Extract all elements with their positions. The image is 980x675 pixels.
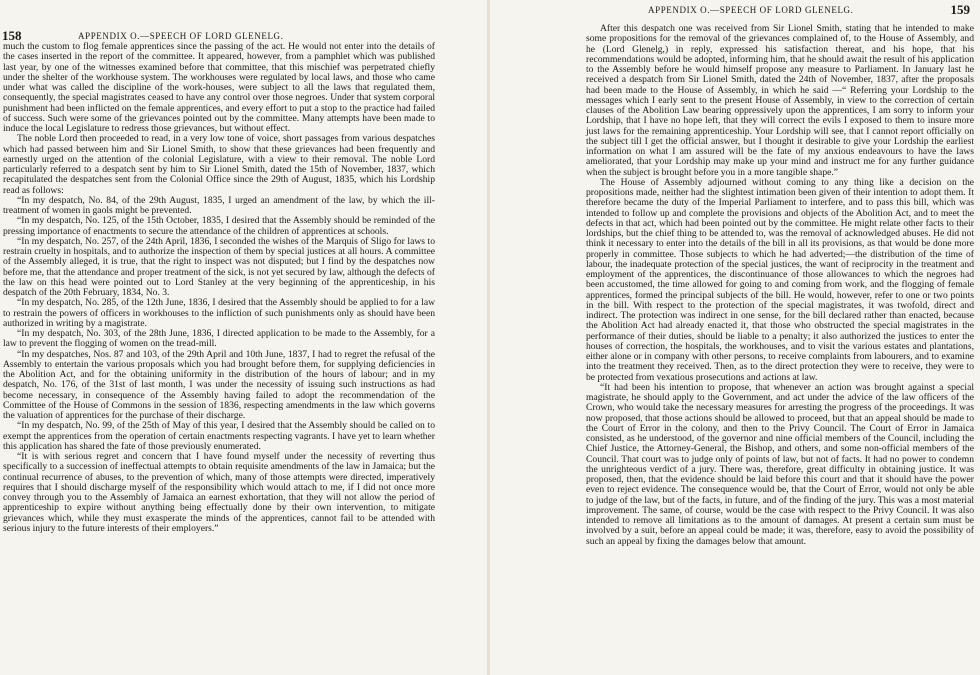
right-page-number: 159 bbox=[950, 2, 970, 17]
left-page bbox=[0, 0, 488, 675]
despatch-quote-paragraph: “In my despatch, No. 99, of the 25th of May of this year, I desired that the Assembly should be called on to exempt the apprentices from the operation of certain enactments respecting vagrants. I have yet to learn whether this application has shared the fate of those previously enumerated. bbox=[3, 420, 435, 452]
left-page-header bbox=[0, 0, 488, 43]
despatch-quote-paragraph: “It is with serious regret and concern that I have found myself under the necessity of reverting thus specifically to a succession of ineffectual attempts to obtain requisite amendments of the law in Jamaica; but the continual recurrence of abuses, to the prevention of which, many of those attempts were directed, imperatively requires that I should discharge myself of the responsibility which would attach to me, if I did not once more convey through you to the Assembly of Jamaica an earnest exhortation, that they will not allow the period of apprenticeship to expire without anything being effectually done by their own intervention, to mitigate grievances which, while they must exasperate the minds of the apprentices, cannot fail to be attended with serious injury to the future interests of their employers.” bbox=[3, 451, 435, 534]
left-running-head: APPENDIX O.—SPEECH OF LORD GLENELG. bbox=[78, 31, 284, 41]
despatch-quote-paragraph: “In my despatch, No. 303, of the 28th June, 1836, I directed application to be made to the Assembly, for a law to prevent the flogging of women on the tread-mill. bbox=[3, 328, 435, 350]
despatch-quote-paragraph: “In my despatch, No. 125, of the 15th October, 1835, I desired that the Assembly should be reminded of the pressing importance of enactments to secure the attendance of the children of apprentices at schools. bbox=[3, 215, 435, 237]
right-running-head: APPENDIX O.—SPEECH OF LORD GLENELG. bbox=[648, 5, 854, 15]
despatch-quote-paragraph: “In my despatch, No. 285, of the 12th June, 1836, I desired that the Assembly should be applied to for a law to restrain the powers of officers in workhouses to the infliction of such punishments only as should have been authorized in writing by a magistrate. bbox=[3, 297, 435, 329]
right-page-body bbox=[586, 24, 974, 547]
body-paragraph: much the custom to flog female apprentices since the passing of the act. He would not enter into the details of the cases inserted in the report of the committee. It appeared, however, from a pamphlet which was published last year, by one of the witnesses examined before that committee, that this mischief was perpetrated chiefly under the shelter of the workhouse system. The workhouses were regulated by local laws, and those who came under what was called the discipline of the work-houses, were subject to all the laws that regulated them, consequently, the special magistrates ceased to have any control over those negroes. Under that system corporal punishment had been inflicted on the female apprentices, and every effort to put a stop to the practice had failed of success. Such were some of the grievances pointed out by the committee. Many attempts have been made to induce the local Legislature to redress those grievances, but without effect. bbox=[3, 41, 435, 134]
left-page-body bbox=[3, 42, 435, 534]
left-page-number: 158 bbox=[2, 28, 22, 43]
right-page bbox=[490, 0, 980, 675]
body-paragraph: After this despatch one was received from Sir Lionel Smith, stating that he intended to make some propositions for the removal of the grievances complained of, to the House of Assembly, and he (Lord Glenelg,) in reply, expressed his satisfaction thereat, and his hope, that his recommendations would be adopted, informing him, that he should await the result of his application to the Assembly before he would himself propose any measure to Parliament. In January last he received a despatch from Sir Lionel Smith, dated the 24th of November, 1837, after the proposals had been made to the House of Assembly, in which he said —“ Referring your Lordship to the messages which I early sent to the present House of Assembly, in view to the correction of certain clauses of the Abolition Law bearing oppressively upon the apprentices, I am sorry to inform your Lordship, that I have no hope left, that they will correct the evils I exposed to them to insure more just laws for the remaining apprenticeship. Your Lordship will see, that I cannot report officially on the subject till I get the official answer, but I thought it desirable to give your Lordship the earliest information on what I am assured will be the fate of my anxious endeavours to have the laws ameliorated, that your Lordship may make up your mind and instruct me for any further guidance when the subject is brought before you in a more tangible shape.” bbox=[586, 23, 974, 178]
body-paragraph: The noble Lord then proceeded to read, in a very low tone of voice, short passages from various despatches which had passed between him and Sir Lionel Smith, to show that these grievances had been frequently and earnestly urged on the attention of the colonial Legislature, with a view to their removal. The noble Lord particularly referred to a despatch sent by him to Sir Lionel Smith, dated the 15th of November, 1837, which recapitulated the despatches sent from the Colonial Office since the 29th of August, 1835, which his Lordship read as follows: bbox=[3, 133, 435, 196]
despatch-quote-paragraph: “In my despatch, No. 84, of the 29th August, 1835, I urged an amendment of the law, by which the ill-treatment of women in gaols might be prevented. bbox=[3, 194, 435, 216]
despatch-quote-paragraph: “In my despatch, No. 257, of the 24th April, 1836, I seconded the wishes of the Marquis of Sligo for laws to restrain cruelty in hospitals, and to authorize the inspection of them by special justices at all hours. A committee of the Assembly alleged, it is true, that the right to inspect was not disputed; but I find by the despatches now before me, that the attendance and proper treatment of the sick, is not yet secured by law, although the defects of the law on this head were pointed out to Lord Stanley at the very beginning of the apprenticeship, in his despatch of the 20th February, 1834, No. 3. bbox=[3, 235, 435, 298]
body-paragraph: “It had been his intention to propose, that whenever an action was brought against a special magistrate, he should apply to the Government, and act under the advice of the law officers of the Crown, who would take the necessary measures for arresting the progress of the proceedings. It was now proposed, that those actions should be allowed to proceed, but that an appeal should be made to the Court of Error in the colony, and then to the Privy Council. The Court of Error in Jamaica consisted, as he understood, of the governor and nine official members of the Council, including the Chief Justice, the Attorney-General, the Bishop, and others, and some non-official members of the Council. That court was to judge only of points of law, but not of facts. It had no power to condemn the unrighteous verdict of a jury. There was, therefore, great difficulty in obtaining justice. It was proposed, then, that the evidence should be laid before this court and that it should have the power even to reject evidence. The consequence would be, that the Court of Error, would not only be able to judge of the law, but of the facts, in future, and of the finding of the jury. This was a most material improvement. The same, of course, would be the case with respect to the Privy Council. It was also intended to remove all limitations as to the amount of damages. At present a certain sum must be involved by a suit, before an appeal could be made; it was, therefore, easy to avoid the possibility of such an appeal by fixing the damages below that amount. bbox=[586, 381, 974, 547]
despatch-quote-paragraph: “In my despatches, Nos. 87 and 103, of the 29th April and 10th June, 1837, I had to regret the refusal of the Assembly to entertain the various proposals which you had brought before them, for supplying deficiencies in the Abolition Act, and for the obtaining uniformity in the distribution of the hours of labour; and in my despatch, No. 176, of the 31st of last month, I was under the necessity of issuing such instructions as had become necessary, in consequence of the Assembly having failed to adopt the recommendation of the Committee of the House of Commons in the session of 1836, respecting amendments in the law which governs the valuation of apprentices for the purchase of their discharge. bbox=[3, 348, 435, 421]
body-paragraph: The House of Assembly adjourned without coming to any thing like a decision on the propositions made, neither had the slightest intimation been given of their intention to adopt them. It therefore became the duty of the Imperial Parliament to interfere, and to pass this bill, which was intended to follow up and complete the provisions and objects of the Abolition Act, and to meet the defects in that act, which had been pointed out by the committee. He might relate other facts to their lordships, but the chief thing to be attended to, was the removal of acknowledged abuses. He did not think it necessary to enter into the details of the bill in all its provisions, as that would be done more properly in committee. Those subjects to which he had adverted;—the distribution of the time of labour, the inadequate protection of the special justices, the want of reciprocity in the treatment and employment of the apprentices, the discontinuance of those allowances to which the negroes had been accustomed, the time allowed for going to and coming from work, and the flogging of female apprentices, formed the principal subjects of the bill. He would, however, refer to one or two points in the bill. With respect to the protection of the special magistrates, it was twofold, direct and indirect. The protection was indirect in one sense, for the bill declared rather than enacted, because the Abolition Act had already enacted it, that those who obstructed the special magistrates in the performance of their duties, should be liable to a penalty; it also authorized the justices to enter the houses of correction, the hospitals, the workhouses, and to visit the various estates and plantations, either alone or in company with other persons, to receive complaints from labourers, and to examine into the treatment they received. Then, as to the direct protection they were to receive, they were to be protected from vexatious prosecutions and actions at law. bbox=[586, 176, 974, 383]
